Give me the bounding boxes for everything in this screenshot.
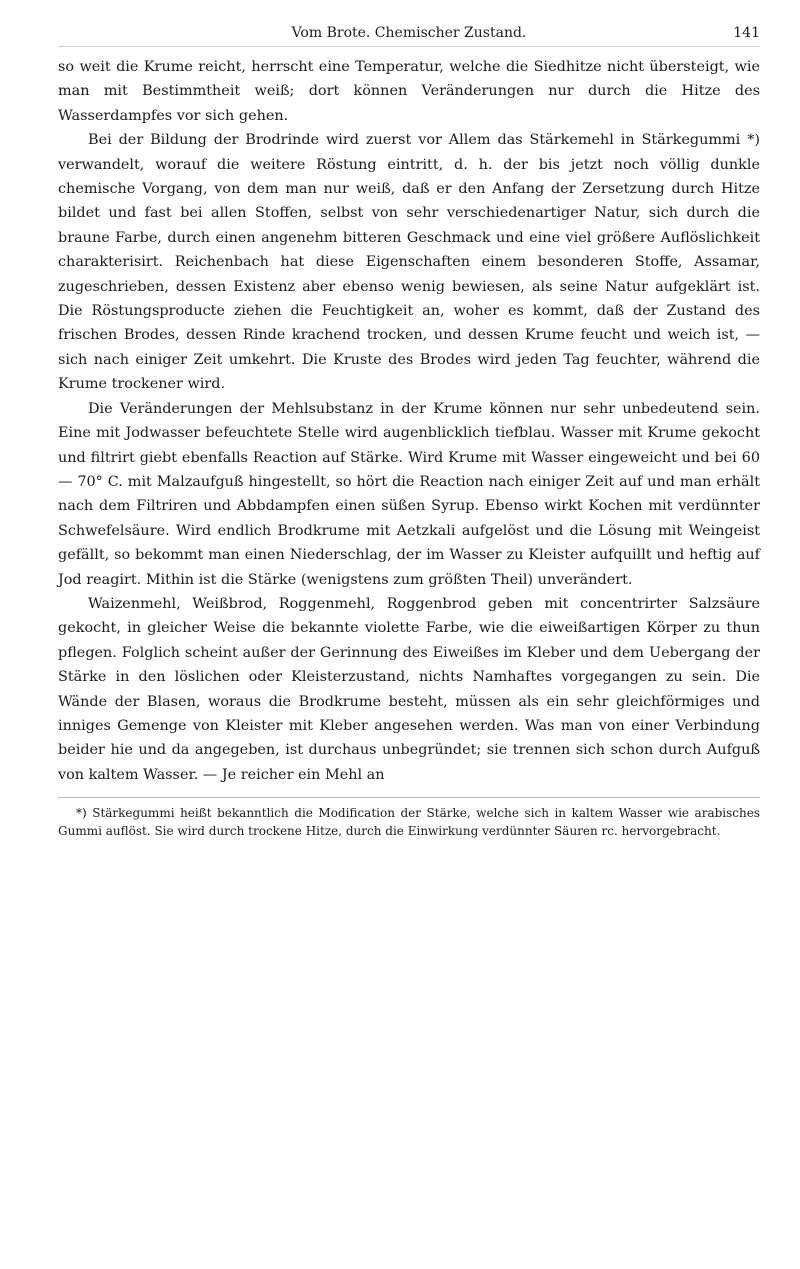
- footnote-divider: [58, 797, 760, 798]
- paragraph-continuation: so weit die Krume reicht, herrscht eine Temperatur, welche die Siedhitze nicht übersteigt, wie man mit Bestimmtheit weiß; dort können Veränderungen nur durch die Hitze des Wasserdampfes vor sich gehen.: [58, 59, 760, 124]
- page-header: [58, 20, 760, 47]
- paragraph-mehlsubstanz: Die Veränderungen der Mehlsubstanz in der Krume können nur sehr unbedeutend sein. Eine mit Jodwasser befeuchtete Stelle wird augenblicklich tiefblau. Wasser mit Krume gekocht und filtrirt giebt ebenfalls Reaction auf Stärke. Wird Krume mit Wasser eingeweicht und bei 60 — 70° C. mit Malzaufguß hingestellt, so hört die Reaction nach einiger Zeit auf und man erhält nach dem Filtriren und Abbdampfen einen süßen Syrup. Ebenso wirkt Kochen mit verdünnter Schwefelsäure. Wird endlich Brodkrume mit Aetzkali aufgelöst und die Lösung mit Weingeist gefällt, so bekommt man einen Niederschlag, der im Wasser zu Kleister aufquillt und heftig auf Jod reagirt. Mithin ist die Stärke (wenigstens zum größten Theil) unverändert.: [58, 400, 760, 588]
- paragraph-brodrinde: Bei der Bildung der Brodrinde wird zuerst vor Allem das Stärkemehl in Stärkegummi *) verwandelt, worauf die weitere Röstung eintritt, d. h. der bis jetzt noch völlig dunkle chemische Vorgang, von dem man nur weiß, daß er den Anfang der Zersetzung durch Hitze bildet und fast bei allen Stoffen, selbst von sehr verschiedenartiger Natur, sich durch die braune Farbe, durch einen angenehm bitteren Geschmack und eine viel größere Auflöslichkeit charakterisirt. Reichenbach hat diese Eigenschaften einem besonderen Stoffe, Assamar, zugeschrieben, dessen Existenz aber ebenso wenig bewiesen, als seine Natur aufgeklärt ist. Die Röstungsproducte ziehen die Feuchtigkeit an, woher es kommt, daß der Zustand des frischen Brodes, dessen Rinde krachend trocken, und dessen Krume feucht und weich ist, — sich nach einiger Zeit umkehrt. Die Kruste des Brodes wird jeden Tag feuchter, während die Krume trockener wird.: [58, 132, 760, 393]
- paragraph-waizenmehl: Waizenmehl, Weißbrod, Roggenmehl, Roggenbrod geben mit concentrirter Salzsäure gekocht, in gleicher Weise die bekannte violette Farbe, wie die eiweißartigen Körper zu thun pflegen. Folglich scheint außer der Gerinnung des Eiweißes im Kleber und dem Uebergang der Stärke in den löslichen oder Kleisterzustand, nichts Namhaftes vorgegangen zu sein. Die Wände der Blasen, woraus die Brodkrume besteht, müssen als ein sehr gleichförmiges und inniges Gemenge von Kleister mit Kleber angesehen werden. Was man von einer Verbindung beider hie und da angegeben, ist durchaus unbegründet; sie trennen sich schon durch Aufguß von kaltem Wasser. — Je reicher ein Mehl an: [58, 595, 760, 783]
- page-number: 141: [733, 25, 760, 41]
- running-title: Vom Brote. Chemischer Zustand.: [291, 25, 527, 41]
- body-text: [58, 55, 760, 787]
- book-page: [58, 20, 760, 840]
- footnote: *) Stärkegummi heißt bekanntlich die Modification der Stärke, welche sich in kaltem Wasser wie arabisches Gummi auflöst. Sie wird durch trockene Hitze, durch die Einwirkung verdünnter Säuren rc. hervorgebracht.: [58, 806, 760, 839]
